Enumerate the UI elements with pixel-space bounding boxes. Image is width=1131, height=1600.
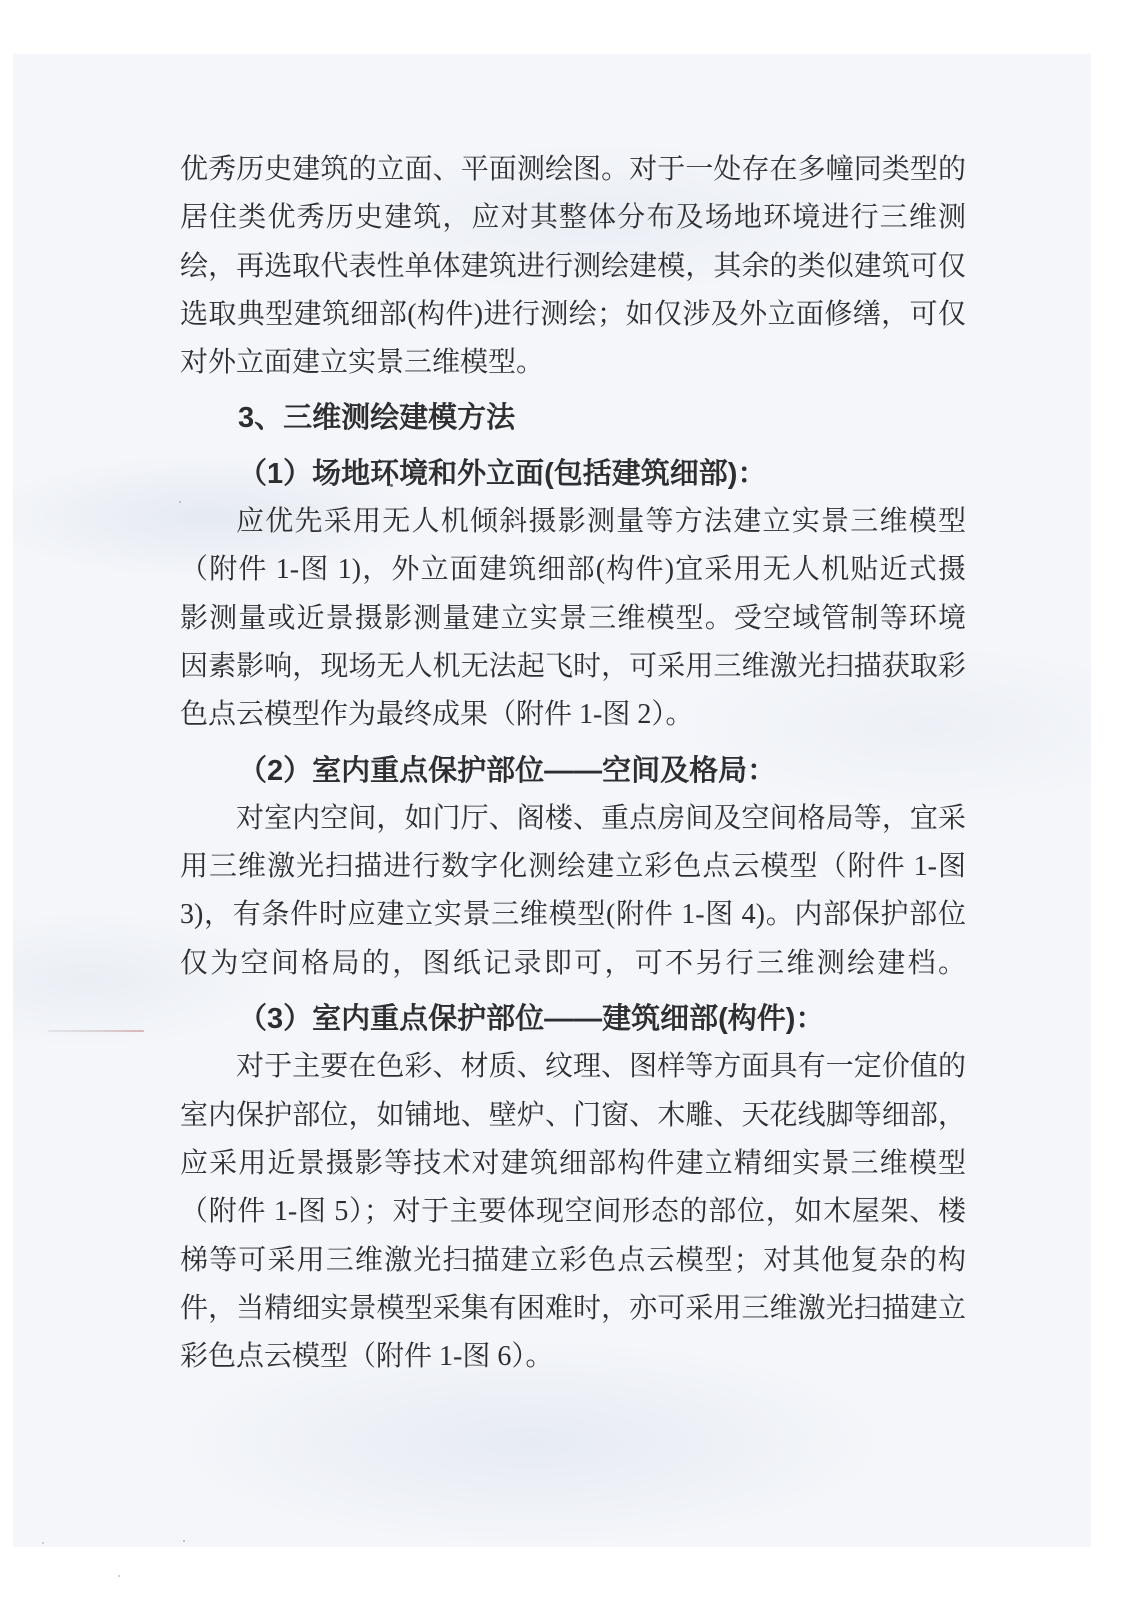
paragraph-line: 影测量或近景摄影测量建立实景三维模型。受空域管制等环境	[180, 602, 966, 634]
scan-speck	[183, 1540, 185, 1542]
scan-artifact-line	[48, 1030, 144, 1032]
subsection-heading-2: （2）室内重点保护部位——空间及格局：	[238, 754, 777, 787]
paragraph-line: 梯等可采用三维激光扫描建立彩色点云模型；对其他复杂的构	[180, 1244, 966, 1276]
subsection-heading-3: （3）室内重点保护部位——建筑细部(构件)：	[238, 1003, 825, 1036]
paragraph-line: 室内保护部位，如铺地、壁炉、门窗、木雕、天花线脚等细部，	[180, 1099, 966, 1131]
paragraph-line-end: 色点云模型作为最终成果（附件 1-图 2）。	[180, 699, 694, 731]
section-heading-3: 3、三维测绘建模方法	[238, 402, 516, 435]
scan-speck	[118, 1575, 120, 1577]
paragraph-line-end: 对外立面建立实景三维模型。	[180, 347, 545, 379]
paragraph-line: 件，当精细实景模型采集有困难时，亦可采用三维激光扫描建立	[180, 1292, 966, 1324]
paragraph-line: 绘，再选取代表性单体建筑进行测绘建模，其余的类似建筑可仅	[180, 250, 966, 282]
paragraph-line: 3)，有条件时应建立实景三维模型(附件 1-图 4)。内部保护部位	[180, 899, 966, 931]
paragraph-line: 因素影响，现场无人机无法起飞时，可采用三维激光扫描获取彩	[180, 650, 966, 682]
subsection-heading-1: （1）场地环境和外立面(包括建筑细部)：	[238, 457, 767, 490]
paragraph-line: 用三维激光扫描进行数字化测绘建立彩色点云模型（附件 1-图	[180, 851, 966, 883]
paragraph-first-line: 对室内空间，如门厅、阁楼、重点房间及空间格局等，宜采	[236, 802, 966, 834]
document-text-block	[180, 146, 966, 1381]
paragraph-first-line: 对于主要在色彩、材质、纹理、图样等方面具有一定价值的	[236, 1051, 966, 1083]
paragraph-line: 选取典型建筑细部(构件)进行测绘；如仅涉及外立面修缮，可仅	[180, 298, 966, 330]
paragraph-line: 优秀历史建筑的立面、平面测绘图。对于一处存在多幢同类型的	[180, 154, 966, 185]
paragraph-line: 应采用近景摄影等技术对建筑细部构件建立精细实景三维模型	[180, 1147, 966, 1179]
paragraph-first-line: 应优先采用无人机倾斜摄影测量等方法建立实景三维模型	[236, 506, 966, 538]
paragraph-line: 仅为空间格局的，图纸记录即可，可不另行三维测绘建档。	[180, 947, 966, 979]
paragraph-line-end: 彩色点云模型（附件 1-图 6）。	[180, 1341, 554, 1373]
paragraph-line: （附件 1-图 1)，外立面建筑细部(构件)宜采用无人机贴近式摄	[180, 554, 966, 586]
paragraph-line: 居住类优秀历史建筑，应对其整体分布及场地环境进行三维测	[180, 202, 966, 234]
paragraph-line: （附件 1-图 5）；对于主要体现空间形态的部位，如木屋架、楼	[180, 1196, 966, 1228]
scan-speck	[42, 1542, 44, 1544]
